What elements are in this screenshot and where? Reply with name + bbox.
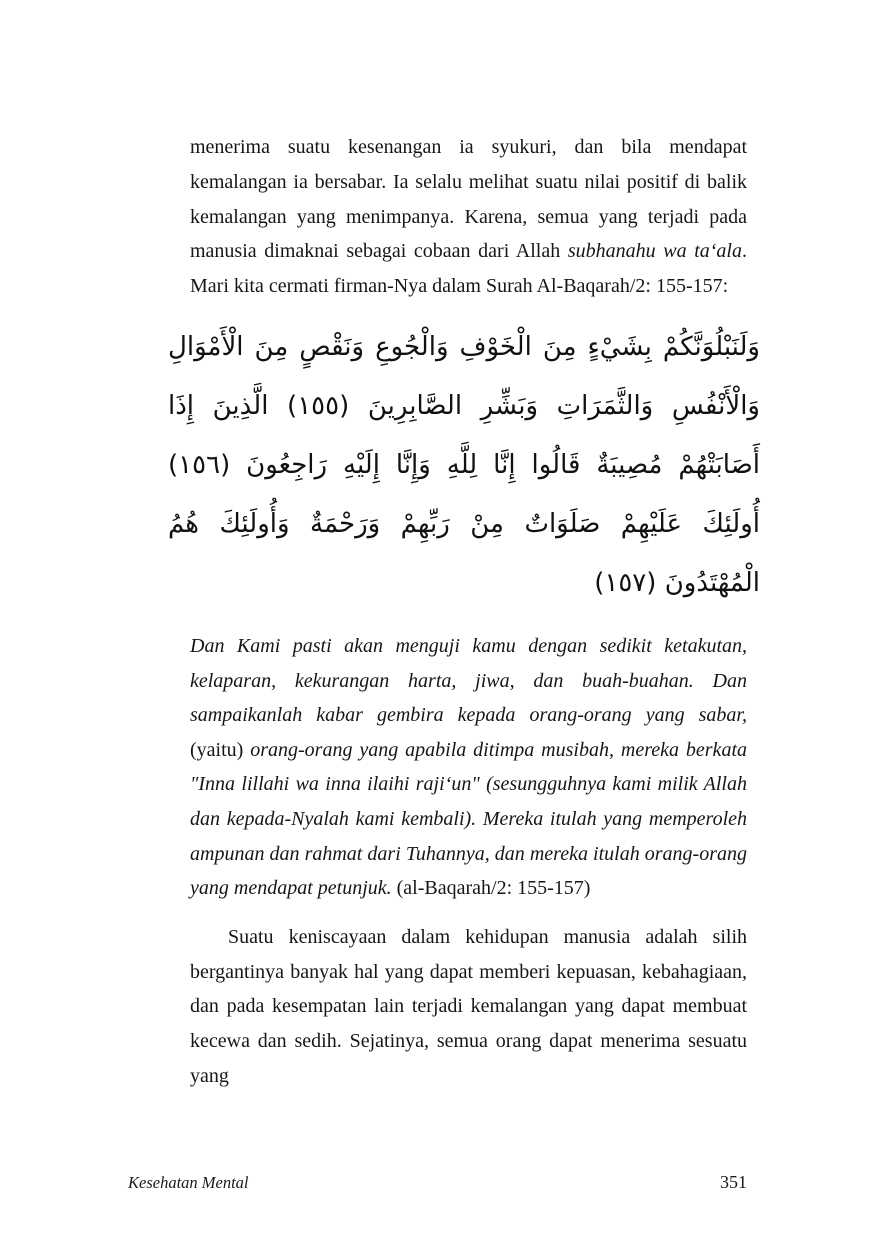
paragraph-closing: Suatu keniscayaan dalam kehidupan manusia adalah silih bergantinya banyak hal yang dapat memberi kepuasan, kebahagiaan, dan pada kesempatan lain terjadi kemalangan yang dapat membuat kecewa dan sedih. Sejatinya, semua orang dapat menerima sesuatu yang [190,925,747,1087]
paragraph-intro [190,130,747,304]
translation-segment-1: Dan Kami pasti akan menguji kamu dengan sedikit ketakutan, kelaparan, kekurangan harta, jiwa, dan buah-buahan. Dan sampaikanlah kabar gembira kepada orang-orang yang sabar, [190,634,747,727]
page-number: 351 [720,1172,747,1192]
quran-verse-arabic: وَلَنَبْلُوَنَّكُمْ بِشَيْءٍ مِنَ الْخَوْفِ وَالْجُوعِ وَنَقْصٍ مِنَ الْأَمْوَالِ وَالْأَنْفُسِ وَالثَّمَرَاتِ وَبَشِّرِ الصَّابِرِينَ (١٥٥) الَّذِينَ إِذَا أَصَابَتْهُمْ مُصِيبَةٌ قَالُوا إِنَّا لِلَّهِ وَإِنَّا إِلَيْهِ رَاجِعُونَ (١٥٦) أُولَئِكَ عَلَيْهِمْ صَلَوَاتٌ مِنْ رَبِّهِمْ وَرَحْمَةٌ وَأُولَئِكَ هُمُ الْمُهْتَدُونَ (١٥٧) [168,331,760,598]
page-footer [128,1172,747,1193]
verse-translation [190,629,747,906]
paragraph-intro-text: menerima suatu kesenangan ia syukuri, dan bila mendapat kemalangan ia bersabar. Ia selalu melihat suatu nilai positif di balik kemalangan yang menimpanya. Karena, semua yang terjadi pada manusia dimaknai sebagai cobaan dari Allah [190,136,747,263]
main-text-block [168,130,760,1094]
translation-segment-2: orang-orang yang apabila ditimpa musibah, mereka berkata "Inna lillahi wa inna ilaihi raji‘un" (sesungguhnya kami milik Allah dan kepada-Nyalah kami kembali). Mereka itulah yang memperoleh ampunan dan rahmat dari Tuhannya, dan mereka itulah orang-orang yang mendapat petunjuk. [190,738,747,900]
paragraph-intro-closing: . Mari kita cermati firman-Nya dalam Surah Al-Baqarah/2: 155-157: [190,240,747,298]
translation-citation: (al-Baqarah/2: 155-157) [396,877,591,900]
translation-yaitu: (yaitu) [190,738,244,761]
footer-book-title: Kesehatan Mental [128,1173,249,1192]
paragraph-intro-arabic-term: subhanahu wa ta‘ala [567,240,742,263]
